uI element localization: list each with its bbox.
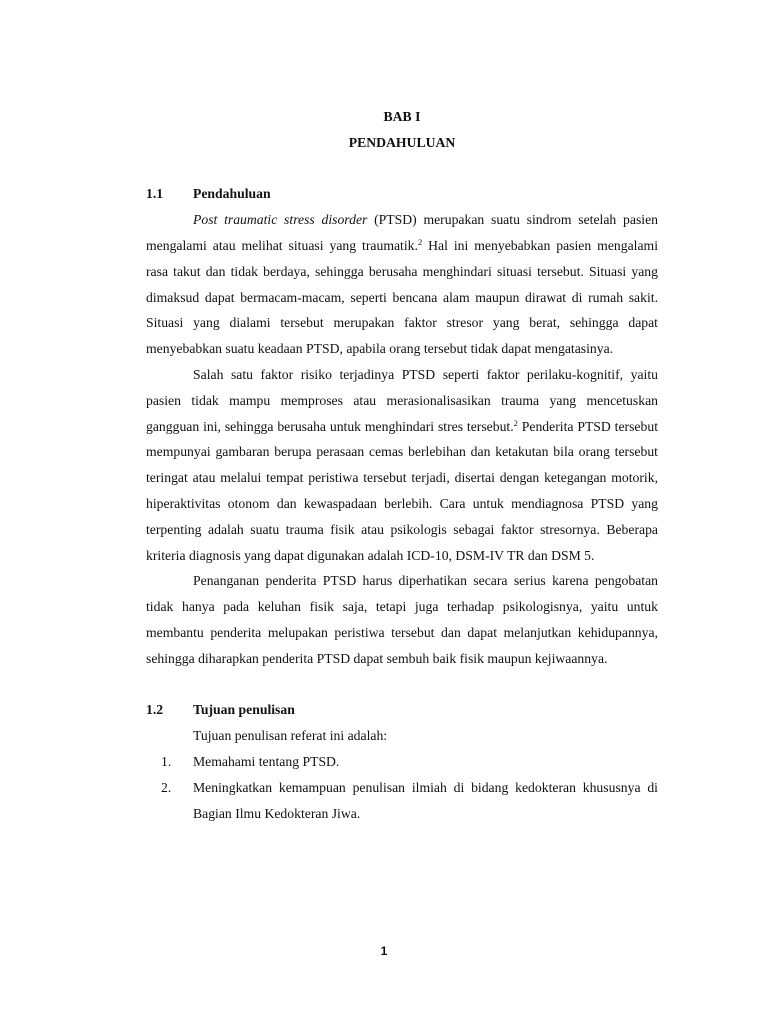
chapter-label: BAB I <box>383 109 421 124</box>
paragraph-2 <box>146 362 658 568</box>
section-number: 1.2 <box>146 702 164 718</box>
paragraph-3: Penanganan penderita PTSD harus diperhatikan secara serius karena pengobatan tidak hanya pada keluhan fisik saja, tetapi juga terhadap psikologisnya, yaitu untuk membantu penderita melupakan peristiwa tersebut dan dapat melanjutkan kehidupannya, sehingga diharapkan penderita PTSD dapat sembuh baik fisik maupun kejiwaannya. <box>146 573 658 666</box>
italic-term: Post traumatic stress disorder <box>193 212 368 228</box>
paragraph-1 <box>146 207 658 362</box>
section-heading-1-2 <box>146 697 658 723</box>
section-number: 1.1 <box>146 186 164 202</box>
reference-marker: 2 <box>513 417 518 428</box>
page-content <box>146 104 658 826</box>
list-item-text: Meningkatkan kemampuan penulisan ilmiah di bidang kedokteran khususnya di Bagian Ilmu Kedokteran Jiwa. <box>193 779 658 821</box>
list-item-text: Memahami tentang PTSD. <box>193 753 340 769</box>
reference-marker: 2 <box>417 236 423 247</box>
objectives-list <box>146 749 658 826</box>
list-intro: Tujuan penulisan referat ini adalah: <box>193 728 388 744</box>
section-title: Pendahuluan <box>193 186 271 202</box>
spacer <box>146 156 658 182</box>
page-number: 1 <box>380 944 388 958</box>
list-item <box>146 749 658 775</box>
chapter-title: PENDAHULUAN <box>348 134 456 150</box>
paragraph-text: (PTSD) merupakan suatu sindrom setelah pasien mengalami atau melihat situasi yang traumatik. <box>146 212 658 253</box>
list-marker: 1. <box>161 753 172 769</box>
paragraph-text: Hal ini menyebabkan pasien mengalami rasa takut dan tidak berdaya, sehingga berusaha menghindari situasi tersebut. Situasi yang dimaksud dapat bermacam-macam, seperti bencana alam maupun dirawat di rumah sakit. Situasi yang dialami tersebut merupakan faktor stresor yang berat, sehingga dapat menyebabkan suatu keadaan PTSD, apabila orang tersebut tidak dapat mengatasinya. <box>146 237 658 357</box>
section-title: Tujuan penulisan <box>193 702 295 718</box>
paragraph-text: Salah satu faktor risiko terjadinya PTSD seperti faktor perilaku-kognitif, yaitu pasien tidak mampu memproses atau merasionalisasikan trauma yang mencetuskan gangguan ini, sehingga berusaha untuk menghindari stres tersebut. <box>146 366 658 434</box>
spacer <box>146 672 658 698</box>
list-item <box>146 775 658 827</box>
list-marker: 2. <box>161 779 172 795</box>
paragraph-text: Penderita PTSD tersebut mempunyai gambaran berupa perasaan cemas berlebihan dan ketakutan bila orang tersebut teringat atau melalui tempat peristiwa tersebut terjadi, disertai dengan ketegangan motorik, hiperaktivitas otonom dan kewaspadaan berlebih. Cara untuk mendiagnosa PTSD yang terpenting adalah suatu trauma fisik atau psikologis sebagai faktor stresornya. Beberapa kriteria diagnosis yang dapat digunakan adalah ICD-10, DSM-IV TR dan DSM 5. <box>146 418 658 563</box>
section-heading-1-1 <box>146 181 658 207</box>
